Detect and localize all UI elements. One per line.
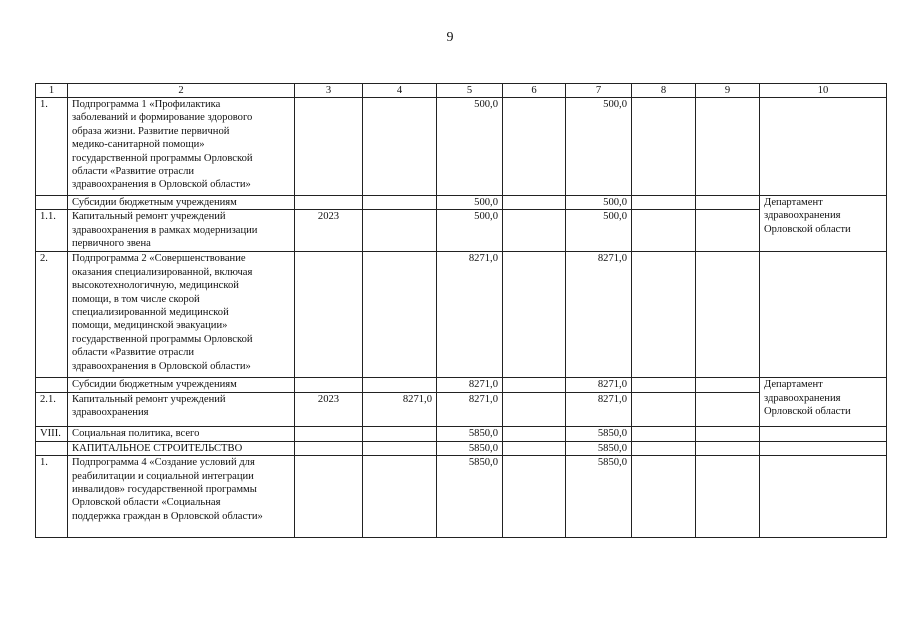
row-value-col7: 5850,0 bbox=[566, 441, 632, 455]
row-year: 2023 bbox=[295, 392, 363, 426]
row-executor bbox=[760, 252, 887, 378]
row-value-col5: 5850,0 bbox=[437, 426, 503, 441]
row-value-col5: 500,0 bbox=[437, 210, 503, 252]
row-value-col4 bbox=[363, 252, 437, 378]
row-value-col6 bbox=[503, 210, 566, 252]
row-value-col7: 5850,0 bbox=[566, 456, 632, 538]
row-value-col9 bbox=[696, 392, 760, 426]
row-value-col5: 5850,0 bbox=[437, 441, 503, 455]
row-value-col8 bbox=[632, 98, 696, 196]
column-number: 4 bbox=[363, 84, 437, 98]
row-executor: Департамент здравоохранения Орловской области bbox=[760, 378, 887, 426]
row-value-col7: 8271,0 bbox=[566, 392, 632, 426]
row-value-col8 bbox=[632, 210, 696, 252]
row-value-col8 bbox=[632, 378, 696, 392]
row-value-col9 bbox=[696, 252, 760, 378]
row-code: 2. bbox=[36, 252, 68, 378]
column-number: 2 bbox=[68, 84, 295, 98]
row-description: Капитальный ремонт учреждений здравоохранения bbox=[68, 392, 295, 426]
row-value-col4 bbox=[363, 426, 437, 441]
table-row bbox=[36, 210, 887, 252]
row-value-col7: 500,0 bbox=[566, 196, 632, 210]
row-year bbox=[295, 98, 363, 196]
row-year bbox=[295, 196, 363, 210]
row-value-col6 bbox=[503, 196, 566, 210]
row-code bbox=[36, 378, 68, 392]
column-number: 3 bbox=[295, 84, 363, 98]
row-executor bbox=[760, 441, 887, 455]
row-value-col6 bbox=[503, 441, 566, 455]
row-value-col4 bbox=[363, 98, 437, 196]
page-number: 9 bbox=[446, 30, 454, 45]
row-value-col5: 500,0 bbox=[437, 98, 503, 196]
row-value-col4 bbox=[363, 441, 437, 455]
row-value-col4 bbox=[363, 456, 437, 538]
row-value-col7: 8271,0 bbox=[566, 378, 632, 392]
row-description: Субсидии бюджетным учреждениям bbox=[68, 196, 295, 210]
row-value-col6 bbox=[503, 392, 566, 426]
column-number: 6 bbox=[503, 84, 566, 98]
row-code: VIII. bbox=[36, 426, 68, 441]
row-year: 2023 bbox=[295, 210, 363, 252]
row-year bbox=[295, 441, 363, 455]
budget-table bbox=[35, 83, 887, 538]
row-value-col9 bbox=[696, 426, 760, 441]
row-value-col8 bbox=[632, 252, 696, 378]
row-value-col9 bbox=[696, 196, 760, 210]
row-value-col7: 5850,0 bbox=[566, 426, 632, 441]
row-executor: Департамент здравоохранения Орловской области bbox=[760, 196, 887, 252]
row-description: Социальная политика, всего bbox=[68, 426, 295, 441]
row-description: Подпрограмма 2 «Совершенствование оказания специализированной, включая высокотехнологичную, медицинской помощи, в том числе скорой специализированной медицинской помощи, медицинской эвакуации» государственной программы Орловской области «Развитие отрасли здравоохранения в Орловской области» bbox=[68, 252, 295, 378]
row-year bbox=[295, 426, 363, 441]
row-year bbox=[295, 378, 363, 392]
row-value-col5: 8271,0 bbox=[437, 252, 503, 378]
row-value-col8 bbox=[632, 456, 696, 538]
row-value-col8 bbox=[632, 392, 696, 426]
row-code bbox=[36, 441, 68, 455]
row-description: Капитальный ремонт учреждений здравоохранения в рамках модернизации первичного звена bbox=[68, 210, 295, 252]
row-value-col6 bbox=[503, 252, 566, 378]
table-row bbox=[36, 456, 887, 538]
row-value-col9 bbox=[696, 456, 760, 538]
column-number-row bbox=[36, 84, 887, 98]
row-value-col7: 8271,0 bbox=[566, 252, 632, 378]
row-description: Подпрограмма 4 «Создание условий для реабилитации и социальной интеграции инвалидов» государственной программы Орловской области «Социальная поддержка граждан в Орловской области» bbox=[68, 456, 295, 538]
row-year bbox=[295, 252, 363, 378]
table-row bbox=[36, 441, 887, 455]
row-value-col4 bbox=[363, 210, 437, 252]
row-code bbox=[36, 196, 68, 210]
table-row bbox=[36, 196, 887, 210]
row-value-col8 bbox=[632, 196, 696, 210]
row-value-col5: 8271,0 bbox=[437, 378, 503, 392]
row-description: Подпрограмма 1 «Профилактика заболеваний и формирование здорового образа жизни. Развитие первичной медико-санитарной помощи» государственной программы Орловской области «Развитие отрасли здравоохранения в Орловской области» bbox=[68, 98, 295, 196]
row-code: 1. bbox=[36, 456, 68, 538]
column-number: 9 bbox=[696, 84, 760, 98]
row-code: 1. bbox=[36, 98, 68, 196]
row-value-col9 bbox=[696, 378, 760, 392]
row-value-col5: 5850,0 bbox=[437, 456, 503, 538]
table-row bbox=[36, 378, 887, 392]
row-value-col4 bbox=[363, 196, 437, 210]
row-value-col4 bbox=[363, 378, 437, 392]
row-description: КАПИТАЛЬНОЕ СТРОИТЕЛЬСТВО bbox=[68, 441, 295, 455]
row-executor bbox=[760, 426, 887, 441]
table-row bbox=[36, 98, 887, 196]
row-code: 1.1. bbox=[36, 210, 68, 252]
row-value-col5: 8271,0 bbox=[437, 392, 503, 426]
row-value-col4: 8271,0 bbox=[363, 392, 437, 426]
row-code: 2.1. bbox=[36, 392, 68, 426]
table-row bbox=[36, 252, 887, 378]
row-value-col5: 500,0 bbox=[437, 196, 503, 210]
row-value-col7: 500,0 bbox=[566, 98, 632, 196]
column-number: 1 bbox=[36, 84, 68, 98]
column-number: 7 bbox=[566, 84, 632, 98]
row-year bbox=[295, 456, 363, 538]
row-value-col8 bbox=[632, 441, 696, 455]
column-number: 8 bbox=[632, 84, 696, 98]
row-value-col6 bbox=[503, 426, 566, 441]
row-description: Субсидии бюджетным учреждениям bbox=[68, 378, 295, 392]
row-value-col6 bbox=[503, 456, 566, 538]
table-row bbox=[36, 426, 887, 441]
row-value-col9 bbox=[696, 210, 760, 252]
table-row bbox=[36, 392, 887, 426]
row-value-col6 bbox=[503, 98, 566, 196]
row-executor bbox=[760, 456, 887, 538]
row-value-col7: 500,0 bbox=[566, 210, 632, 252]
row-value-col9 bbox=[696, 441, 760, 455]
column-number: 5 bbox=[437, 84, 503, 98]
row-value-col6 bbox=[503, 378, 566, 392]
row-value-col8 bbox=[632, 426, 696, 441]
row-executor bbox=[760, 98, 887, 196]
column-number: 10 bbox=[760, 84, 887, 98]
row-value-col9 bbox=[696, 98, 760, 196]
